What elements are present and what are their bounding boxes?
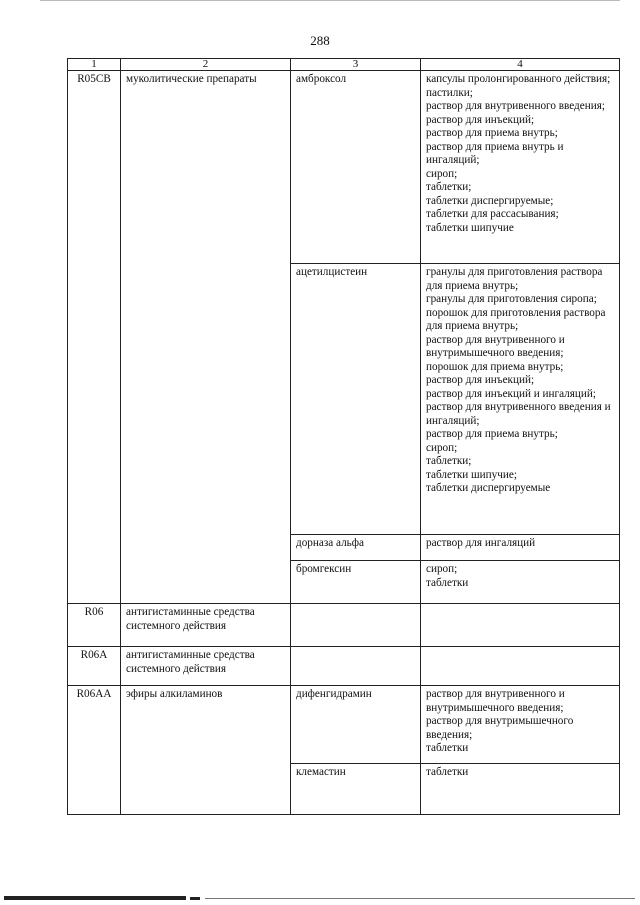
atc-code: R06AA <box>68 686 121 815</box>
header-col-2: 2 <box>121 59 291 71</box>
drug-name <box>291 604 421 647</box>
dosage-forms <box>421 647 620 686</box>
form-item: раствор для инъекций; <box>426 113 535 126</box>
dosage-forms <box>421 264 620 535</box>
header-row <box>68 59 620 71</box>
drug-name: дифенгидрамин <box>291 686 421 764</box>
group-name: антигистаминные средства системного действия <box>121 647 291 686</box>
drug-name <box>291 647 421 686</box>
header-col-4: 4 <box>421 59 620 71</box>
form-item: таблетки шипучие; <box>426 468 517 481</box>
form-item: таблетки диспергируемые; <box>426 194 554 207</box>
form-item: раствор для инъекций; <box>426 374 535 386</box>
form-item: гранулы для приготовления сиропа; <box>426 293 597 305</box>
header-col-1: 1 <box>68 59 121 71</box>
form-item: раствор для приема внутрь и ингаляций; <box>426 140 564 166</box>
form-item: таблетки <box>426 742 469 754</box>
page-number: 288 <box>310 33 330 48</box>
form-item: раствор для приема внутрь; <box>426 428 558 440</box>
drug-name: клемастин <box>291 764 421 815</box>
form-item: таблетки; <box>426 181 472 193</box>
group-name: муколитические препараты <box>121 71 291 604</box>
form-item: порошок для приготовления раствора для приема внутрь; <box>426 306 606 332</box>
form-item: таблетки; <box>426 455 472 467</box>
form-item: раствор для приема внутрь; <box>426 127 558 139</box>
form-item: раствор для инъекций и ингаляций; <box>426 387 596 400</box>
form-item: таблетки диспергируемые <box>426 482 551 494</box>
scan-artifact-line <box>190 897 200 900</box>
header-col-3: 3 <box>291 59 421 71</box>
atc-code: R06 <box>68 604 121 647</box>
form-item: гранулы для приготовления раствора для приема внутрь; <box>426 266 603 292</box>
drug-name: амброксол <box>291 71 421 264</box>
scan-artifact-line <box>4 896 186 900</box>
table-row <box>68 686 620 764</box>
form-item: сироп; <box>426 563 458 575</box>
dosage-forms <box>421 71 620 264</box>
form-item: раствор для внутривенного и внутримышечного введения; <box>426 333 565 359</box>
dosage-forms <box>421 561 620 604</box>
form-item: таблетки <box>426 576 469 589</box>
table-row <box>68 604 620 647</box>
scan-artifact-line <box>40 0 620 1</box>
drug-table <box>67 58 620 815</box>
atc-code: R06A <box>68 647 121 686</box>
drug-name: бромгексин <box>291 561 421 604</box>
dosage-forms <box>421 535 620 561</box>
dosage-forms <box>421 764 620 815</box>
form-item: порошок для приема внутрь; <box>426 360 564 373</box>
group-name: эфиры алкиламинов <box>121 686 291 815</box>
form-item: таблетки шипучие <box>426 221 514 234</box>
form-item: сироп; <box>426 441 458 454</box>
form-item: капсулы пролонгированного действия; <box>426 73 611 85</box>
form-item: раствор для внутривенного введения; <box>426 100 605 112</box>
scan-artifact-line <box>205 898 635 899</box>
atc-code: R05CB <box>68 71 121 604</box>
dosage-forms <box>421 604 620 647</box>
table-row <box>68 71 620 264</box>
dosage-forms <box>421 686 620 764</box>
drug-name: ацетилцистеин <box>291 264 421 535</box>
drug-name: дорназа альфа <box>291 535 421 561</box>
table-row <box>68 647 620 686</box>
form-item: раствор для внутримышечного введения; <box>426 715 574 741</box>
form-item: пастилки; <box>426 86 473 99</box>
group-name: антигистаминные средства системного действия <box>121 604 291 647</box>
form-item: раствор для ингаляций <box>426 537 536 549</box>
form-item: таблетки <box>426 766 469 778</box>
form-item: таблетки для рассасывания; <box>426 208 559 220</box>
form-item: раствор для внутривенного и внутримышечного введения; <box>426 688 565 714</box>
form-item: раствор для внутривенного введения и ингаляций; <box>426 401 611 427</box>
form-item: сироп; <box>426 167 458 180</box>
